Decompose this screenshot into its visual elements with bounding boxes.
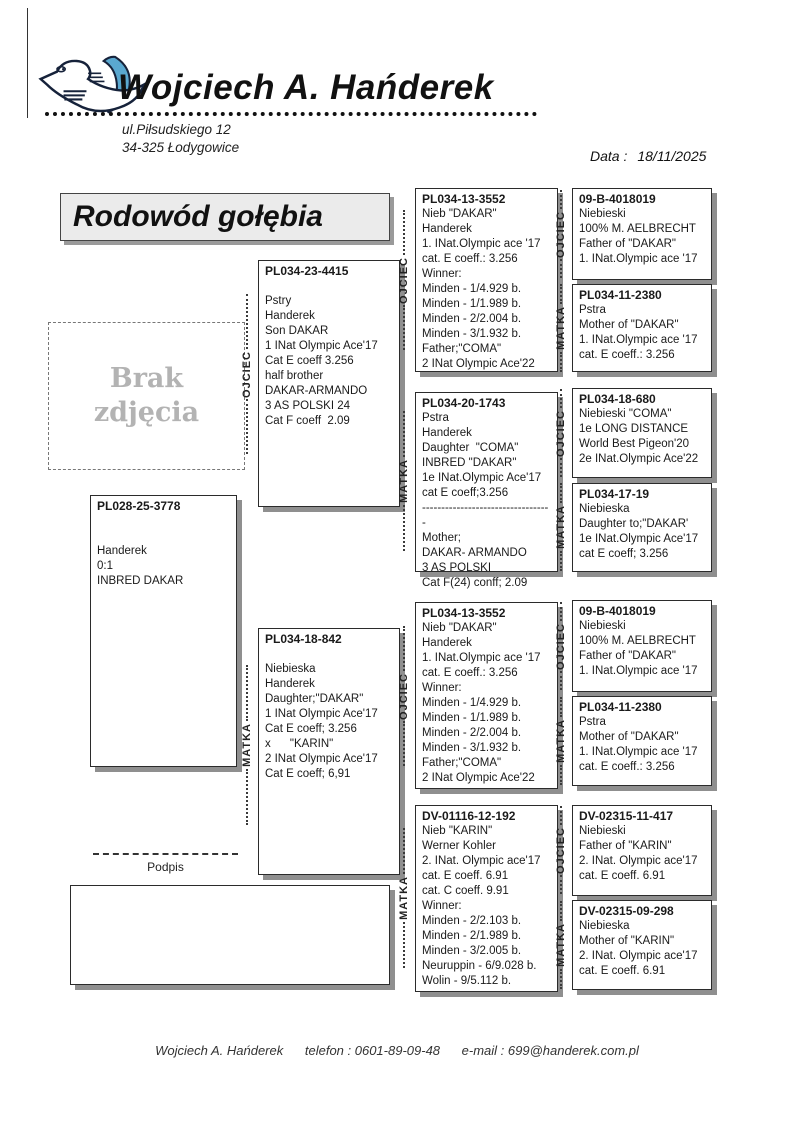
pedigree-line: 1. INat.Olympic ace '17 xyxy=(579,746,698,758)
pedigree-line: Mother of "KARIN" xyxy=(579,935,675,947)
pedigree-line: Handerek xyxy=(422,223,472,235)
ring-number: PL034-13-3552 xyxy=(422,606,506,620)
relation-label-text: MATKA xyxy=(555,923,567,967)
dotted-leader xyxy=(560,284,562,304)
pedigree-line: Niebieski "COMA" xyxy=(579,408,672,420)
pedigree-line: Father of "DAKAR" xyxy=(579,650,677,662)
pedigree-line: Minden - 2/1.989 b. xyxy=(422,930,522,942)
pedigree-line: Nieb "KARIN" xyxy=(422,825,493,837)
pedigree-box-gen3-1 xyxy=(415,392,558,589)
dotted-leader xyxy=(403,505,405,551)
mother-label xyxy=(553,697,569,785)
dotted-leader xyxy=(246,769,248,825)
pedigree-line: Wolin - 9/5.112 b. xyxy=(422,975,512,987)
signature-line xyxy=(93,853,238,855)
pedigree-line: Minden - 2/2.004 b. xyxy=(422,313,522,325)
pedigree-line: 1e LONG DISTANCE xyxy=(579,423,689,435)
pedigree-line: 1. INat.Olympic ace '17 xyxy=(579,253,698,265)
mother-label xyxy=(396,828,412,968)
pedigree-line: 0:1 xyxy=(97,560,113,572)
pedigree-line: Niebieski xyxy=(579,620,626,632)
pedigree-line: Mother; xyxy=(422,532,461,544)
pedigree-line: Minden - 1/1.989 b. xyxy=(422,712,522,724)
pedigree-line: Father of "DAKAR" xyxy=(579,238,677,250)
relation-label-text: MATKA xyxy=(555,719,567,763)
date-label: Data : xyxy=(590,148,628,164)
pedigree-line: 2 INat Olympic Ace'17 xyxy=(265,753,378,765)
relation-label-text: OJCIEC xyxy=(555,622,567,670)
pedigree-line: Nieb "DAKAR" xyxy=(422,208,497,220)
breeder-name: Wojciech A. Hańderek xyxy=(118,68,494,107)
mother-label xyxy=(553,901,569,989)
pedigree-line: cat. C coeff. 9.91 xyxy=(422,885,509,897)
pedigree-line: Father;"COMA" xyxy=(422,343,502,355)
relation-label-text: OJCIEC xyxy=(555,409,567,457)
footer-email: e-mail : 699@handerek.com.pl xyxy=(461,1043,639,1058)
dotted-leader xyxy=(560,671,562,690)
pedigree-line: 2. INat. Olympic ace'17 xyxy=(579,855,698,867)
relation-label-text: MATKA xyxy=(398,876,410,920)
dotted-leader xyxy=(560,551,562,571)
pedigree-box-gen3-3 xyxy=(415,805,558,992)
pedigree-line: Winner: xyxy=(422,900,462,912)
pedigree-line: Pstra xyxy=(579,716,606,728)
dotted-leader xyxy=(560,602,562,621)
pedigree-line: cat. E coeff.: 3.256 xyxy=(422,253,518,265)
pedigree-box-gen3-2 xyxy=(415,602,558,789)
pedigree-line: Minden - 3/1.932 b. xyxy=(422,742,522,754)
father-label xyxy=(553,389,569,477)
ring-number: PL034-18-842 xyxy=(265,632,342,646)
father-label xyxy=(553,602,569,690)
dotted-leader xyxy=(403,922,405,968)
mother-label xyxy=(239,665,255,825)
dotted-leader xyxy=(560,875,562,894)
pedigree-line: DAKAR-ARMANDO xyxy=(265,385,368,397)
document-title: Rodowód gołębia xyxy=(73,200,323,233)
dotted-leader xyxy=(560,806,562,825)
pedigree-line: Pstry xyxy=(265,295,292,307)
dotted-leader xyxy=(560,458,562,477)
ring-number: PL034-18-680 xyxy=(579,392,656,406)
relation-label-text: OJCIEC xyxy=(398,256,410,304)
pedigree-box-gen4-6 xyxy=(572,805,712,896)
pedigree-line: cat. E coeff.: 3.256 xyxy=(422,667,518,679)
date-line xyxy=(590,148,706,164)
pedigree-line: Handerek xyxy=(422,427,472,439)
pedigree-line: DAKAR- ARMANDO xyxy=(422,547,527,559)
ring-number: PL034-20-1743 xyxy=(422,396,506,410)
pedigree-line xyxy=(97,529,230,544)
pedigree-line: Winner: xyxy=(422,682,462,694)
relation-label-text: OJCIEC xyxy=(398,672,410,720)
pedigree-line: x "KARIN" xyxy=(265,738,334,750)
pedigree-line: Daughter;"DAKAR" xyxy=(265,693,364,705)
pedigree-line xyxy=(265,279,393,294)
pedigree-line: cat. E coeff. 6.91 xyxy=(579,870,666,882)
dotted-leader xyxy=(560,697,562,717)
dotted-leader xyxy=(560,483,562,503)
dotted-leader xyxy=(246,399,248,454)
mother-label xyxy=(553,284,569,372)
pedigree-box-gen4-0 xyxy=(572,188,712,280)
pedigree-line: cat. E coeff. 6.91 xyxy=(579,965,666,977)
ring-number: PL034-23-4415 xyxy=(265,264,349,278)
pedigree-line: Mother of "DAKAR" xyxy=(579,731,679,743)
pedigree-line: Neuruppin - 6/9.028 b. xyxy=(422,960,537,972)
photo-placeholder-text: Brak zdjęcia xyxy=(93,363,200,428)
pedigree-line: cat E coeff;3.256 xyxy=(422,487,509,499)
pedigree-line: Handerek xyxy=(422,637,472,649)
pedigree-line: Niebieski xyxy=(579,825,626,837)
pedigree-line: Minden - 1/1.989 b. xyxy=(422,298,522,310)
footer xyxy=(0,1043,794,1058)
pedigree-line: Minden - 3/2.005 b. xyxy=(422,945,522,957)
pedigree-line: cat. E coeff. 6.91 xyxy=(422,870,509,882)
dotted-leader xyxy=(560,765,562,785)
pedigree-box-gen4-5 xyxy=(572,696,712,786)
father-label xyxy=(396,626,412,766)
dotted-leader xyxy=(560,190,562,209)
pedigree-line: Niebieski xyxy=(579,208,626,220)
document-title-box xyxy=(60,193,390,241)
pedigree-line: 2. INat. Olympic ace'17 xyxy=(422,855,541,867)
pedigree-line: Minden - 3/1.932 b. xyxy=(422,328,522,340)
pedigree-line: 100% M. AELBRECHT xyxy=(579,635,696,647)
ring-number: 09-B-4018019 xyxy=(579,192,656,206)
pedigree-line: 3 AS POLSKI xyxy=(422,562,492,574)
footer-phone: telefon : 0601-89-09-48 xyxy=(304,1043,441,1058)
pedigree-line: Minden - 1/4.929 b. xyxy=(422,283,522,295)
address-line-1: ul.Piłsudskiego 12 xyxy=(122,122,231,137)
pedigree-box-gen4-4 xyxy=(572,600,712,692)
dotted-leader xyxy=(560,259,562,278)
header-left-rule xyxy=(27,8,28,118)
pedigree-line: Son DAKAR xyxy=(265,325,329,337)
pedigree-line: Niebieska xyxy=(579,920,630,932)
pedigree-line xyxy=(97,514,230,529)
pedigree-line: 1. INat.Olympic ace '17 xyxy=(422,238,541,250)
father-label xyxy=(396,210,412,350)
header-underline xyxy=(45,112,537,116)
pedigree-line: 1. INat.Olympic ace '17 xyxy=(579,665,698,677)
pedigree-line: Minden - 2/2.004 b. xyxy=(422,727,522,739)
pedigree-line: Niebieska xyxy=(579,503,630,515)
dotted-leader xyxy=(403,411,405,457)
dotted-leader xyxy=(560,389,562,408)
pedigree-line: Cat F coeff 2.09 xyxy=(265,415,350,427)
dotted-leader xyxy=(560,901,562,921)
pedigree-line: Niebieska xyxy=(265,663,316,675)
pedigree-line: 1 INat Olympic Ace'17 xyxy=(265,708,378,720)
dotted-leader xyxy=(403,828,405,874)
ring-number: PL034-11-2380 xyxy=(579,700,662,714)
pedigree-box-gen2-0 xyxy=(258,260,400,507)
notes-box xyxy=(70,885,390,985)
pedigree-line: Daughter "COMA" xyxy=(422,442,519,454)
photo-placeholder-box xyxy=(48,322,245,470)
footer-owner: Wojciech A. Hańderek xyxy=(155,1043,284,1058)
pedigree-box-gen4-2 xyxy=(572,388,712,478)
pedigree-line: cat. E coeff.: 3.256 xyxy=(579,761,675,773)
pedigree-line: 2. INat. Olympic ace'17 xyxy=(579,950,698,962)
pedigree-line: 1e INat.Olympic Ace'17 xyxy=(422,472,542,484)
pedigree-line: Pstra xyxy=(579,304,606,316)
relation-label-text: MATKA xyxy=(555,505,567,549)
dotted-leader xyxy=(246,294,248,349)
dotted-leader xyxy=(560,969,562,989)
pedigree-line: cat. E coeff.: 3.256 xyxy=(579,349,675,361)
pedigree-line: Nieb "DAKAR" xyxy=(422,622,497,634)
pedigree-line: 2 INat Olympic Ace'22 xyxy=(422,358,535,370)
pedigree-line: 1e INat.Olympic Ace'17 xyxy=(579,533,699,545)
mother-label xyxy=(553,483,569,571)
dotted-leader xyxy=(560,352,562,372)
dotted-leader xyxy=(403,305,405,350)
pedigree-line: 2e INat.Olympic Ace'22 xyxy=(579,453,699,465)
relation-label-text: MATKA xyxy=(398,459,410,503)
ring-number: PL034-13-3552 xyxy=(422,192,506,206)
pedigree-line: Winner: xyxy=(422,268,462,280)
father-label xyxy=(239,294,255,454)
signature-label: Podpis xyxy=(147,860,184,874)
pedigree-line: Minden - 2/2.103 b. xyxy=(422,915,522,927)
father-label xyxy=(553,190,569,278)
pedigree-line: Mother of "DAKAR" xyxy=(579,319,679,331)
pedigree-line: Handerek xyxy=(265,678,315,690)
pedigree-line: 1. INat.Olympic ace '17 xyxy=(579,334,698,346)
ring-number: PL034-11-2380 xyxy=(579,288,662,302)
relation-label-text: OJCIEC xyxy=(555,210,567,258)
ring-number: PL034-17-19 xyxy=(579,487,650,501)
pedigree-line: 3 AS POLSKI 24 xyxy=(265,400,351,412)
pedigree-line: Pstra xyxy=(422,412,449,424)
pedigree-box-gen2-1 xyxy=(258,628,400,875)
pedigree-line xyxy=(265,647,393,662)
pedigree-box-gen4-1 xyxy=(572,284,712,372)
pedigree-line: Daughter to;"DAKAR' xyxy=(579,518,689,530)
pedigree-line: Father of "KARIN" xyxy=(579,840,672,852)
dotted-leader xyxy=(403,210,405,255)
pedigree-box-gen1-0 xyxy=(90,495,237,767)
pedigree-line: cat E coeff; 3.256 xyxy=(579,548,669,560)
ring-number: 09-B-4018019 xyxy=(579,604,656,618)
pedigree-line: Cat E coeff; 6,91 xyxy=(265,768,351,780)
pedigree-line: Cat E coeff 3.256 xyxy=(265,355,354,367)
date-value: 18/11/2025 xyxy=(637,148,707,164)
ring-number: DV-02315-09-298 xyxy=(579,904,674,918)
pedigree-line: 2 INat Olympic Ace'22 xyxy=(422,772,535,784)
ring-number: PL028-25-3778 xyxy=(97,499,181,513)
pedigree-line: Handerek xyxy=(265,310,315,322)
pedigree-line: Father;"COMA" xyxy=(422,757,502,769)
relation-label-text: OJCIEC xyxy=(555,826,567,874)
pedigree-line: Handerek xyxy=(97,545,147,557)
pedigree-line: 1. INat.Olympic ace '17 xyxy=(422,652,541,664)
pedigree-line: Cat E coeff; 3.256 xyxy=(265,723,357,735)
pedigree-line: INBRED "DAKAR" xyxy=(422,457,517,469)
dotted-leader xyxy=(403,626,405,671)
pedigree-line: INBRED DAKAR xyxy=(97,575,184,587)
address-line-2: 34-325 Łodygowice xyxy=(122,140,240,155)
relation-label-text: MATKA xyxy=(555,306,567,350)
pedigree-box-gen4-3 xyxy=(572,483,712,572)
relation-label-text: OJCIEC xyxy=(241,350,253,398)
pedigree-line: 100% M. AELBRECHT xyxy=(579,223,696,235)
pedigree-line: half brother xyxy=(265,370,324,382)
pedigree-line: 1 INat Olympic Ace'17 xyxy=(265,340,378,352)
pedigree-line: Cat F(24) conff; 2.09 xyxy=(422,577,528,589)
relation-label-text: MATKA xyxy=(241,723,253,767)
ring-number: DV-01116-12-192 xyxy=(422,809,516,823)
pedigree-line: Minden - 1/4.929 b. xyxy=(422,697,522,709)
pedigree-box-gen4-7 xyxy=(572,900,712,990)
pedigree-box-gen3-0 xyxy=(415,188,558,372)
dotted-leader xyxy=(246,665,248,721)
ring-number: DV-02315-11-417 xyxy=(579,809,674,823)
pedigree-line: ---------------------------------- xyxy=(422,502,549,529)
mother-label xyxy=(396,411,412,551)
father-label xyxy=(553,806,569,894)
pedigree-line: World Best Pigeon'20 xyxy=(579,438,690,450)
pedigree-line: Werner Kohler xyxy=(422,840,496,852)
dotted-leader xyxy=(403,721,405,766)
